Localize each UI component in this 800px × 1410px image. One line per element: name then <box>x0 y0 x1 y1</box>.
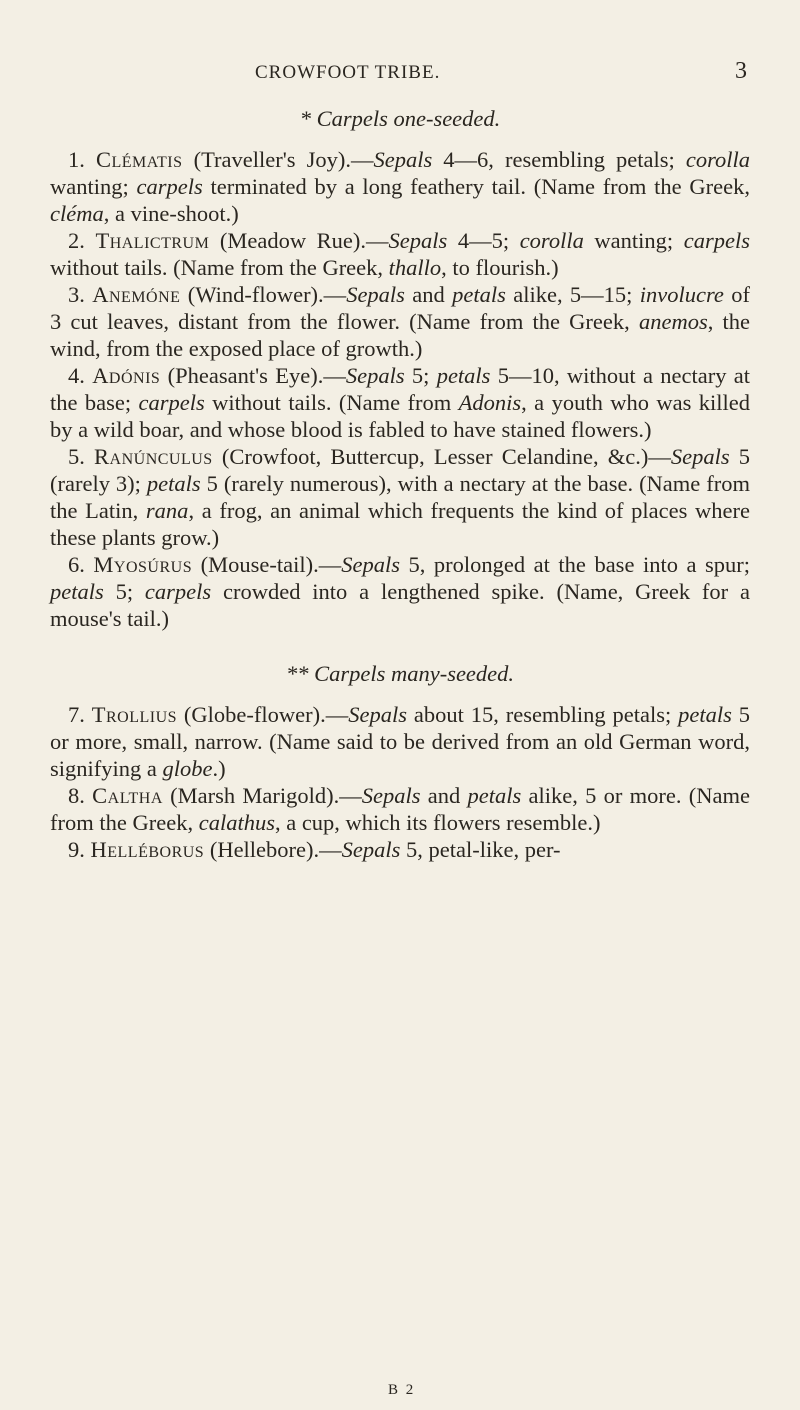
running-head: CROWFOOT TRIBE. <box>255 62 441 83</box>
entry-number: 1. <box>68 147 85 172</box>
genus-name: Caltha <box>92 783 163 808</box>
common-name: (Traveller's Joy).— <box>182 147 374 172</box>
entry-description: Sepals and petals alike, 5 or more. (Name from the Greek, calathus, a cup, which its flowers resemble.) <box>50 783 751 835</box>
genus-entry <box>50 227 750 281</box>
entry-description: Sepals 5 (rarely 3); petals 5 (rarely numerous), with a nectary at the base. (Name from the Latin, rana, a frog, an animal which frequents the kind of places where these plants grow.) <box>50 444 751 550</box>
signature-mark: B 2 <box>388 1382 416 1398</box>
entry-description: Sepals 5, prolonged at the base into a spur; petals 5; carpels crowded into a lengthened spike. (Name, Greek for a mouse's tail.) <box>50 552 750 631</box>
genus-name: Helléborus <box>90 837 205 862</box>
entry-description: Sepals 4—6, resembling petals; corolla wanting; carpels terminated by a long feathery tail. (Name from the Greek, cléma, a vine-shoot.) <box>50 147 751 226</box>
entry-description: Sepals 5, petal-like, per- <box>341 837 561 862</box>
common-name: (Globe-flower).— <box>177 702 349 727</box>
page-number: 3 <box>735 58 747 84</box>
entry-number: 9. <box>68 837 85 862</box>
genus-entry <box>50 146 750 227</box>
section-heading-many-seeded: ** Carpels many-seeded. <box>285 661 515 686</box>
common-name: (Crowfoot, Buttercup, Lesser Celandine, &c.)— <box>212 444 671 469</box>
common-name: (Hellebore).— <box>204 837 342 862</box>
common-name: (Mouse-tail).— <box>192 552 342 577</box>
common-name: (Pheasant's Eye).— <box>160 363 346 388</box>
common-name: (Meadow Rue).— <box>209 228 389 253</box>
common-name: (Wind-flower).— <box>180 282 347 307</box>
genus-entry <box>50 782 750 836</box>
page-body <box>50 105 750 863</box>
entry-number: 3. <box>68 282 85 307</box>
genus-name: Adónis <box>92 363 161 388</box>
entry-description: Sepals 4—5; corolla wanting; carpels without tails. (Name from the Greek, thallo, to flourish.) <box>50 228 750 280</box>
entry-number: 8. <box>68 783 85 808</box>
genus-name: Anemóne <box>92 282 181 307</box>
genus-entry <box>50 701 750 782</box>
entry-description: Sepals and petals alike, 5—15; involucre of 3 cut leaves, distant from the flower. (Name from the Greek, anemos, the wind, from the exposed place of growth.) <box>50 282 750 361</box>
genus-name: Clématis <box>95 147 183 172</box>
entry-number: 6. <box>68 552 85 577</box>
genus-name: Ranúnculus <box>94 444 213 469</box>
genus-name: Trollius <box>91 702 178 727</box>
entry-number: 2. <box>68 228 85 253</box>
genus-name: Myosúrus <box>93 552 193 577</box>
genus-entry <box>50 551 750 632</box>
genus-name: Thalictrum <box>95 228 210 253</box>
entry-number: 5. <box>68 444 85 469</box>
entry-number: 4. <box>68 363 85 388</box>
section-heading-one-seeded: * Carpels one-seeded. <box>299 106 501 131</box>
genus-entry <box>50 281 750 362</box>
entry-number: 7. <box>68 702 85 727</box>
entry-description: Sepals 5; petals 5—10, without a nectary at the base; carpels without tails. (Name from Adonis, a youth who was killed by a wild boar, and whose blood is fabled to have stained flowers.) <box>50 363 751 442</box>
genus-entry <box>50 443 750 551</box>
common-name: (Marsh Marigold).— <box>162 783 362 808</box>
genus-entry <box>50 836 750 863</box>
entry-description: Sepals about 15, resembling petals; petals 5 or more, small, narrow. (Name said to be derived from an old German word, signifying a globe.) <box>50 702 751 781</box>
genus-entry <box>50 362 750 443</box>
page-header <box>0 58 800 92</box>
